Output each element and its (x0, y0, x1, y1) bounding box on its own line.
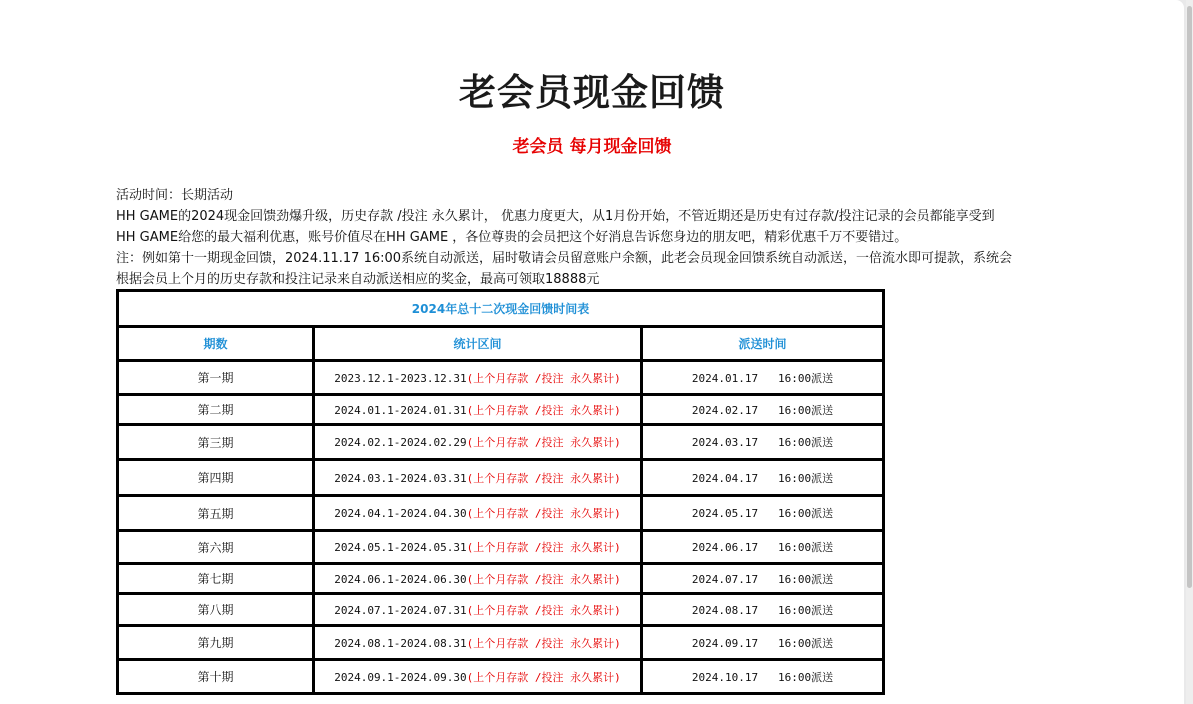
cell-send-time: 2024.04.17 16:00派送 (642, 460, 884, 496)
range-note: (上个月存款 /投注 永久累计) (466, 471, 621, 485)
cell-period: 第四期 (118, 460, 314, 496)
page-title: 老会员现金回馈 (459, 71, 725, 114)
cell-period: 第七期 (118, 564, 314, 594)
intro-text (116, 185, 1076, 290)
cell-range (314, 425, 642, 460)
cell-range (314, 531, 642, 564)
cell-range (314, 361, 642, 395)
cell-period: 第九期 (118, 626, 314, 660)
range-note: (上个月存款 /投注 永久累计) (466, 436, 621, 449)
range-dates: 2024.08.1-2024.08.31 (334, 636, 467, 650)
table-row (118, 361, 884, 395)
table-row (118, 594, 884, 626)
cell-range (314, 395, 642, 425)
cell-period: 第八期 (118, 594, 314, 626)
cell-period: 第三期 (118, 425, 314, 460)
range-note: (上个月存款 /投注 永久累计) (466, 572, 621, 586)
cell-range (314, 496, 642, 531)
cell-send-time: 2024.08.17 16:00派送 (642, 594, 884, 626)
cell-send-time: 2024.10.17 16:00派送 (642, 660, 884, 694)
note-line-2: 根据会员上个月的历史存款和投注记录来自动派送相应的奖金，最高可领取18888元 (116, 272, 600, 287)
range-note: (上个月存款 /投注 永久累计) (466, 670, 621, 684)
column-header-send-time: 派送时间 (642, 327, 884, 361)
cell-range (314, 626, 642, 660)
range-dates: 2024.03.1-2024.03.31 (334, 471, 467, 485)
range-note: (上个月存款 /投注 永久累计) (466, 371, 621, 385)
table-header-row (118, 327, 884, 361)
cell-send-time: 2024.01.17 16:00派送 (642, 361, 884, 395)
cell-send-time: 2024.07.17 16:00派送 (642, 564, 884, 594)
scrollbar-thumb[interactable] (1187, 6, 1192, 588)
table-row (118, 460, 884, 496)
range-dates: 2024.09.1-2024.09.30 (334, 670, 467, 684)
table-row (118, 626, 884, 660)
cell-period: 第五期 (118, 496, 314, 531)
range-dates: 2024.01.1-2024.01.31 (334, 403, 467, 417)
cell-range (314, 594, 642, 626)
activity-time: 活动时间：长期活动 (116, 188, 234, 203)
range-dates: 2024.04.1-2024.04.30 (334, 507, 467, 520)
range-note: (上个月存款 /投注 永久累计) (466, 541, 621, 554)
cell-send-time: 2024.03.17 16:00派送 (642, 425, 884, 460)
cell-range (314, 564, 642, 594)
schedule-table (116, 289, 885, 695)
range-note: (上个月存款 /投注 永久累计) (466, 636, 621, 650)
cell-send-time: 2024.09.17 16:00派送 (642, 626, 884, 660)
table-title-row (118, 291, 884, 327)
cell-period: 第一期 (118, 361, 314, 395)
range-dates: 2024.02.1-2024.02.29 (334, 436, 467, 449)
range-dates: 2024.07.1-2024.07.31 (334, 603, 467, 617)
cell-period: 第六期 (118, 531, 314, 564)
table-row (118, 395, 884, 425)
table-title: 2024年总十二次现金回馈时间表 (118, 291, 884, 327)
cell-range (314, 460, 642, 496)
cell-send-time: 2024.02.17 16:00派送 (642, 395, 884, 425)
range-dates: 2024.06.1-2024.06.30 (334, 572, 467, 586)
column-header-period: 期数 (118, 327, 314, 361)
table-row (118, 496, 884, 531)
cell-range (314, 660, 642, 694)
cell-send-time: 2024.05.17 16:00派送 (642, 496, 884, 531)
range-note: (上个月存款 /投注 永久累计) (466, 603, 621, 617)
table-row (118, 564, 884, 594)
cell-period: 第二期 (118, 395, 314, 425)
table-row (118, 425, 884, 460)
table-row (118, 531, 884, 564)
cell-send-time: 2024.06.17 16:00派送 (642, 531, 884, 564)
intro-line-1: HH GAME的2024现金回馈劲爆升级，历史存款 /投注 永久累计， 优惠力度更大，从1月份开始，不管近期还是历史有过存款/投注记录的会员都能享受到 (116, 209, 995, 224)
note-line-1: 注：例如第十一期现金回馈，2024.11.17 16:00系统自动派送，届时敬请会员留意账户余额，此老会员现金回馈系统自动派送，一倍流水即可提款，系统会 (116, 251, 1013, 266)
cell-period: 第十期 (118, 660, 314, 694)
range-note: (上个月存款 /投注 永久累计) (466, 507, 621, 520)
page-subtitle: 老会员 每月现金回馈 (512, 137, 672, 157)
range-dates: 2024.05.1-2024.05.31 (334, 541, 467, 554)
table-row (118, 660, 884, 694)
range-dates: 2023.12.1-2023.12.31 (334, 371, 467, 385)
intro-line-2: HH GAME给您的最大福利优惠，账号价值尽在HH GAME ，各位尊贵的会员把这个好消息告诉您身边的朋友吧，精彩优惠千万不要错过。 (116, 230, 908, 245)
range-note: (上个月存款 /投注 永久累计) (466, 403, 621, 417)
column-header-range: 统计区间 (314, 327, 642, 361)
